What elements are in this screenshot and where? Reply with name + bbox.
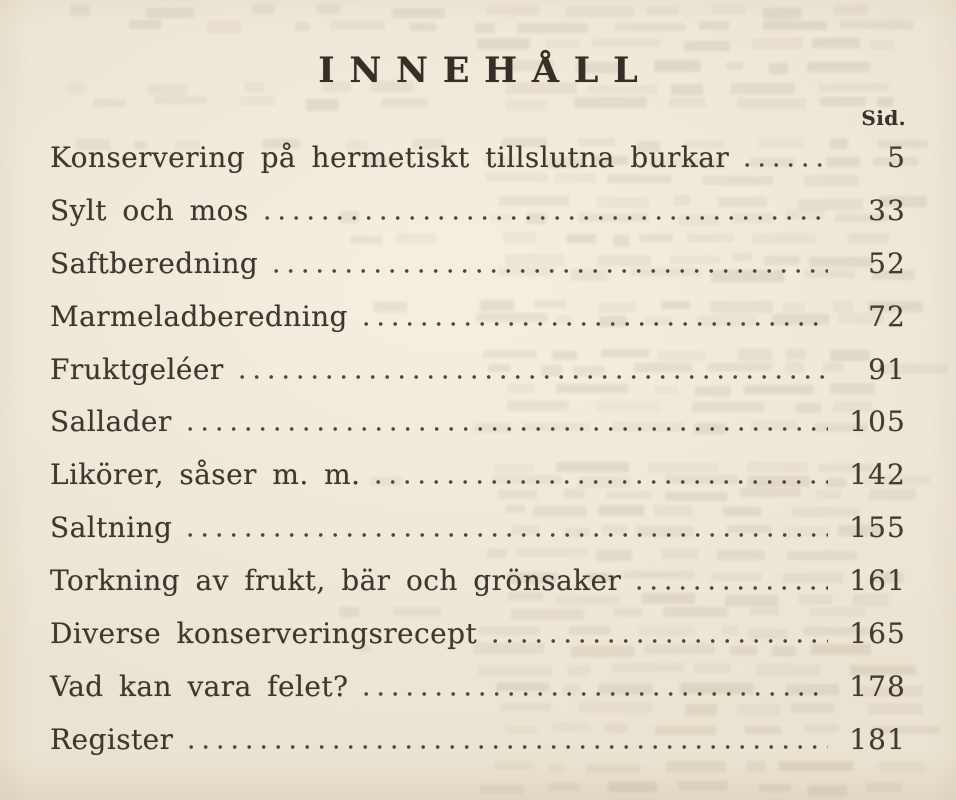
toc-entry-label: Fruktgeléer xyxy=(50,352,224,386)
toc-entry xyxy=(50,301,906,354)
toc-entry-label: Register xyxy=(50,722,174,756)
toc-entry-page-number: 5 xyxy=(887,141,906,174)
toc-leader-dots xyxy=(637,586,828,590)
toc-entry xyxy=(50,142,906,195)
toc-leader-dots xyxy=(189,745,828,749)
toc-entry-page-number: 91 xyxy=(868,352,906,386)
toc-entry xyxy=(50,248,906,301)
toc-leader-dots xyxy=(240,375,828,379)
toc-entry-label: Sylt och mos xyxy=(50,193,249,227)
toc-leader-dots xyxy=(376,480,828,484)
toc-entry-page-number: 72 xyxy=(868,299,906,333)
toc-entry-label: Diverse konserveringsrecept xyxy=(50,617,478,651)
page-number-column-header: Sid. xyxy=(861,106,906,130)
toc-leader-dots xyxy=(188,533,828,537)
toc-entry xyxy=(50,565,906,618)
toc-entry-label: Torkning av frukt, bär och grönsaker xyxy=(50,564,622,598)
toc-entry xyxy=(50,512,906,565)
toc-entry-page-number: 52 xyxy=(868,246,906,280)
toc-entry-page-number: 178 xyxy=(849,669,906,703)
toc-entry-page-number: 33 xyxy=(868,193,906,227)
toc-leader-dots xyxy=(188,427,828,431)
toc-entry-page-number: 105 xyxy=(849,405,906,439)
toc-leader-dots xyxy=(364,322,828,326)
toc-entry-page-number: 142 xyxy=(849,458,906,492)
toc-leader-dots xyxy=(274,269,828,273)
toc-leader-dots xyxy=(745,163,828,167)
toc-entry xyxy=(50,354,906,407)
toc-entry-page-number: 181 xyxy=(849,722,906,756)
toc-leader-dots xyxy=(493,639,828,643)
toc-entry-page-number: 165 xyxy=(849,617,906,651)
toc-entry-label: Saftberedning xyxy=(50,246,259,280)
page-title: INNEHÅLL xyxy=(318,50,653,91)
toc-entry xyxy=(50,618,906,671)
toc-entry-label: Konservering på hermetiskt tillslutna burkar xyxy=(50,141,730,174)
toc-entry xyxy=(50,724,906,777)
toc-leader-dots xyxy=(364,692,828,696)
toc-entry-label: Marmeladberedning xyxy=(50,299,348,333)
toc-entry-page-number: 161 xyxy=(849,564,906,598)
table-of-contents xyxy=(50,142,906,777)
toc-entry xyxy=(50,459,906,512)
toc-entry-label: Likörer, såser m. m. xyxy=(50,458,361,492)
toc-entry xyxy=(50,406,906,459)
toc-leader-dots xyxy=(265,216,828,220)
toc-entry-page-number: 155 xyxy=(849,511,906,545)
toc-entry-label: Sallader xyxy=(50,405,172,439)
toc-entry xyxy=(50,195,906,248)
toc-entry-label: Saltning xyxy=(50,511,173,545)
toc-entry-label: Vad kan vara felet? xyxy=(50,669,349,703)
toc-entry xyxy=(50,671,906,724)
